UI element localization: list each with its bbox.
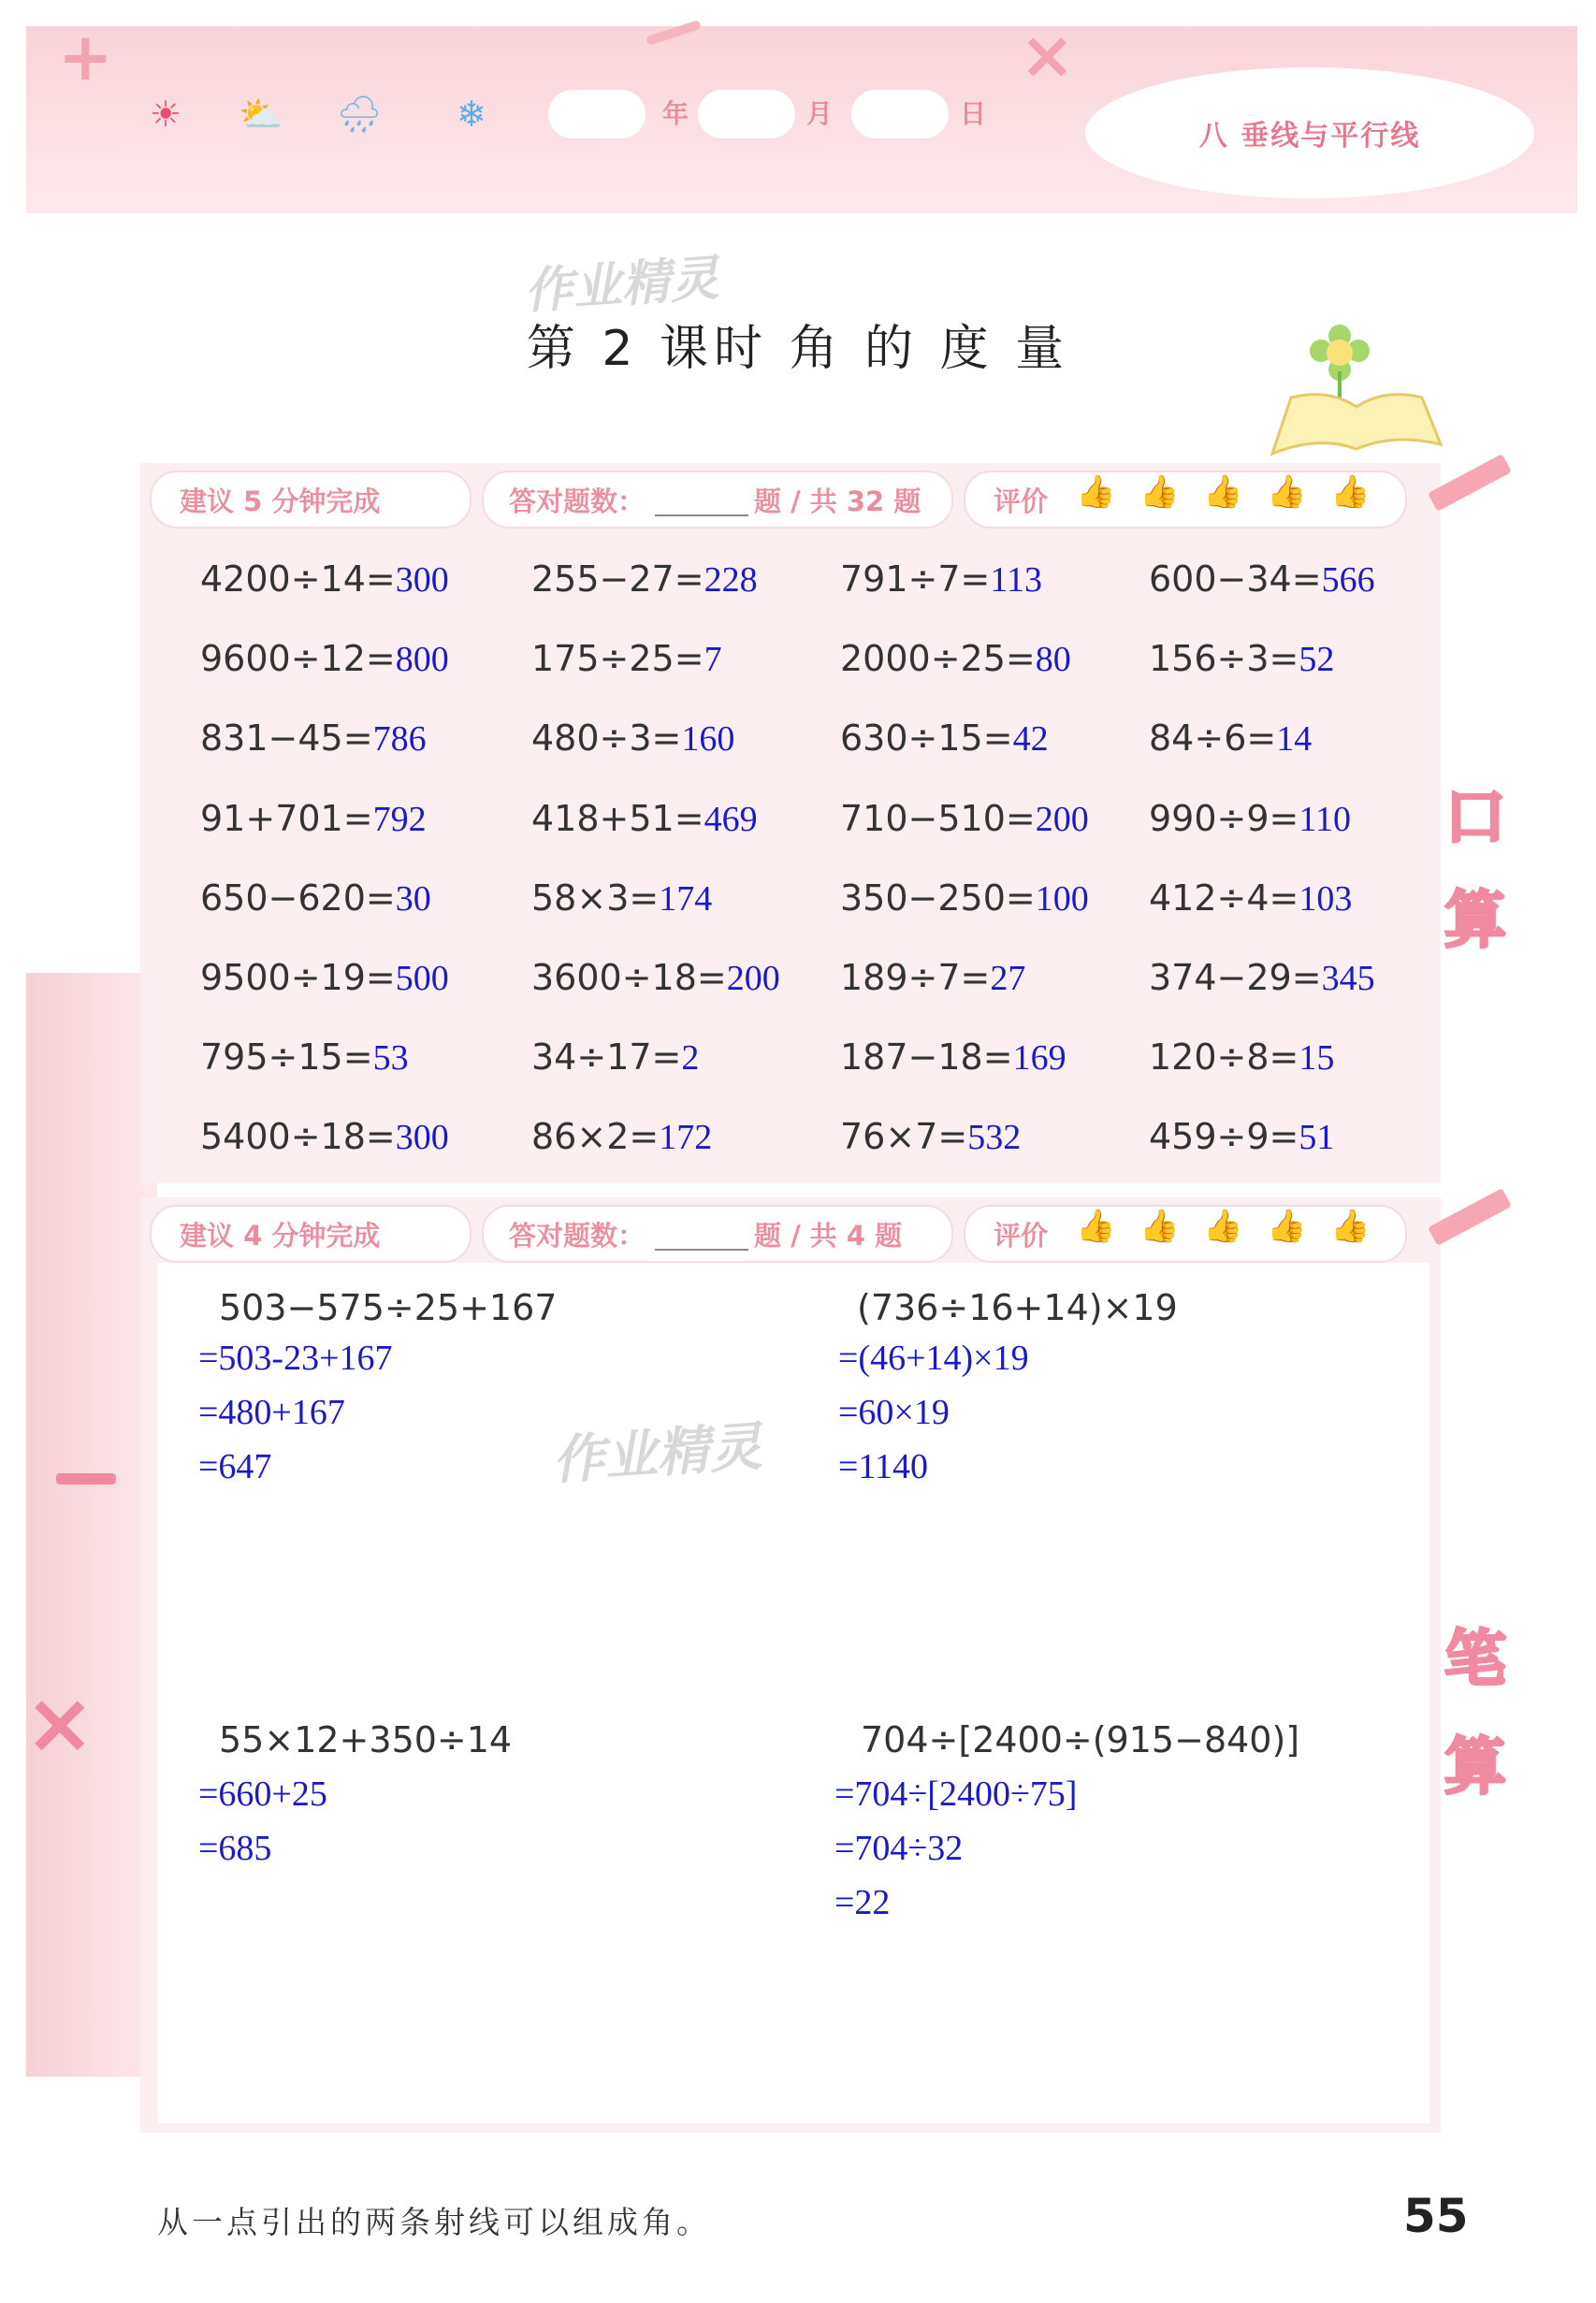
- oral-problem: [531, 638, 722, 680]
- oral-answer[interactable]: 500: [395, 959, 449, 998]
- written-step: =647: [198, 1447, 272, 1486]
- side-band: [26, 973, 157, 2077]
- sun-icon[interactable]: ☀: [149, 94, 182, 135]
- score-blank[interactable]: [655, 1224, 748, 1251]
- oral-question: 791÷7=: [840, 558, 991, 600]
- suggest-text: 建议 4 分钟完成: [180, 1220, 381, 1252]
- day-field[interactable]: [851, 90, 949, 138]
- written-step: =60×19: [838, 1393, 950, 1432]
- score-blank[interactable]: [655, 490, 748, 516]
- book-flower-icon: [1263, 313, 1450, 463]
- oral-answer[interactable]: 160: [681, 719, 735, 760]
- oral-problem: [840, 1036, 1066, 1079]
- oral-question: 459÷9=: [1149, 1116, 1299, 1158]
- plus-decoration-icon: +: [58, 19, 113, 95]
- month-label: 月: [806, 98, 834, 129]
- minus-decoration-icon: [56, 1473, 116, 1485]
- suggest-text: 建议 5 分钟完成: [180, 485, 381, 517]
- thumbs-up-icon[interactable]: 👍: [1139, 1208, 1180, 1245]
- written-workspace: [157, 1263, 1429, 2123]
- oral-answer[interactable]: 786: [372, 719, 427, 760]
- oral-answer[interactable]: 174: [659, 878, 713, 919]
- oral-question: 374−29=: [1149, 957, 1322, 998]
- oral-problem: [1149, 717, 1312, 760]
- thumbs-up-icon[interactable]: 👍: [1330, 473, 1371, 511]
- oral-question: 189÷7=: [840, 957, 991, 998]
- oral-answer[interactable]: 103: [1299, 878, 1353, 919]
- oral-problem: [840, 558, 1042, 601]
- oral-answer[interactable]: 113: [990, 560, 1042, 600]
- oral-question: 91+701=: [200, 797, 373, 839]
- rain-icon[interactable]: 🌧: [337, 94, 383, 135]
- oral-question: 3600÷18=: [531, 957, 727, 998]
- thumbs-up-icon[interactable]: 👍: [1330, 1208, 1371, 1245]
- oral-question: 86×2=: [531, 1116, 660, 1158]
- oral-answer[interactable]: 566: [1321, 560, 1375, 600]
- oral-answer[interactable]: 52: [1299, 640, 1335, 680]
- oral-question: 34÷17=: [531, 1036, 682, 1079]
- score-total: 题 / 共 4 题: [754, 1220, 903, 1252]
- oral-answer[interactable]: 30: [395, 878, 431, 919]
- oral-problem: [840, 798, 1089, 840]
- oral-problem: [531, 558, 758, 601]
- times-decoration-icon: ×: [24, 1674, 95, 1773]
- oral-question: 350−250=: [840, 876, 1036, 919]
- oral-answer[interactable]: 228: [704, 560, 758, 600]
- oral-problem: [1149, 798, 1351, 840]
- oral-problem: [531, 1036, 699, 1079]
- oral-question: 990÷9=: [1149, 797, 1299, 839]
- oral-question: 76×7=: [840, 1116, 968, 1158]
- oral-problem: [531, 717, 734, 760]
- oral-answer[interactable]: 300: [395, 1118, 449, 1158]
- oral-problem: [200, 957, 449, 999]
- oral-question: 412÷4=: [1149, 876, 1299, 919]
- oral-answer[interactable]: 800: [395, 640, 449, 680]
- score-total: 题 / 共 32 题: [754, 485, 921, 517]
- side-char-bi: 笔: [1444, 1623, 1506, 1695]
- watermark: 作业精灵: [550, 1415, 764, 1492]
- oral-problem: [200, 558, 449, 601]
- oral-question: 84÷6=: [1149, 717, 1277, 760]
- oral-problem: [840, 877, 1089, 920]
- score-label: 答对题数：: [509, 1220, 646, 1252]
- oral-problem: [200, 1116, 449, 1158]
- written-expression: 704÷[2400÷(915−840)]: [861, 1719, 1300, 1760]
- thumbs-up-icon[interactable]: 👍: [1139, 473, 1180, 511]
- oral-problem: [1149, 957, 1375, 999]
- oral-question: 9500÷19=: [200, 957, 396, 998]
- oral-problem: [531, 798, 758, 840]
- chapter-title: 八 垂线与平行线: [1198, 120, 1421, 152]
- written-step: =503-23+167: [198, 1339, 393, 1378]
- oral-question: 187−18=: [840, 1036, 1013, 1079]
- footer-note: 从一点引出的两条射线可以组成角。: [157, 2204, 711, 2240]
- thumbs-up-icon[interactable]: 👍: [1076, 473, 1116, 511]
- snow-icon[interactable]: ❄: [457, 94, 486, 135]
- oral-answer[interactable]: 53: [372, 1038, 409, 1079]
- oral-problem: [840, 1116, 1021, 1158]
- oral-question: 831−45=: [200, 717, 373, 760]
- thumbs-up-icon[interactable]: 👍: [1267, 1208, 1307, 1245]
- rating-label: 评价: [994, 485, 1049, 517]
- page-number: 55: [1403, 2189, 1469, 2243]
- written-expression: (736÷16+14)×19: [857, 1287, 1178, 1328]
- oral-problem: [531, 957, 780, 999]
- oral-answer[interactable]: 172: [659, 1118, 713, 1158]
- oral-problem: [1149, 877, 1352, 920]
- side-char-suan: 算: [1444, 1731, 1506, 1803]
- oral-answer[interactable]: 100: [1035, 878, 1089, 919]
- oral-answer[interactable]: 469: [704, 799, 758, 839]
- oral-answer[interactable]: 532: [967, 1118, 1022, 1158]
- oral-answer[interactable]: 345: [1321, 959, 1375, 998]
- oral-answer[interactable]: 110: [1299, 799, 1351, 839]
- oral-answer[interactable]: 792: [372, 799, 427, 839]
- oral-problem: [1149, 1036, 1334, 1079]
- written-step: =1140: [838, 1447, 929, 1486]
- month-field[interactable]: [698, 90, 795, 138]
- oral-question: 58×3=: [531, 876, 660, 919]
- oral-question: 9600÷12=: [200, 638, 396, 680]
- oral-question: 156÷3=: [1149, 638, 1299, 680]
- written-step: =660+25: [198, 1774, 327, 1814]
- oral-answer[interactable]: 15: [1299, 1038, 1335, 1079]
- oral-problem: [531, 877, 712, 920]
- thumbs-up-icon[interactable]: 👍: [1267, 473, 1307, 511]
- score-label: 答对题数：: [509, 485, 646, 517]
- oral-question: 2000÷25=: [840, 638, 1036, 680]
- side-char-kou: 口: [1444, 781, 1506, 853]
- written-step: =(46+14)×19: [838, 1339, 1029, 1378]
- page-title: 第 2 课时 角 的 度 量: [526, 321, 1070, 377]
- oral-question: 4200÷14=: [200, 558, 396, 600]
- year-label: 年: [662, 98, 689, 129]
- oral-question: 480÷3=: [531, 717, 682, 760]
- oral-answer[interactable]: 7: [704, 640, 722, 680]
- oral-answer[interactable]: 80: [1035, 640, 1071, 680]
- oral-answer[interactable]: 27: [990, 959, 1026, 998]
- oral-question: 175÷25=: [531, 638, 704, 680]
- rating-label: 评价: [994, 1220, 1049, 1252]
- written-step: =480+167: [198, 1393, 345, 1432]
- oral-answer[interactable]: 14: [1276, 719, 1313, 760]
- written-expression: 503−575÷25+167: [219, 1287, 558, 1328]
- oral-problem: [1149, 638, 1334, 680]
- thumbs-up-icon[interactable]: 👍: [1076, 1208, 1116, 1245]
- oral-question: 630÷15=: [840, 717, 1013, 760]
- year-field[interactable]: [548, 90, 646, 138]
- oral-answer[interactable]: 2: [681, 1038, 700, 1079]
- watermark: 作业精灵: [522, 249, 721, 321]
- oral-question: 650−620=: [200, 876, 396, 919]
- oral-answer[interactable]: 169: [1012, 1038, 1066, 1079]
- oral-problem: [200, 638, 449, 680]
- thumbs-up-icon[interactable]: 👍: [1203, 1208, 1243, 1245]
- oral-problem: [840, 638, 1071, 680]
- oral-problem: [840, 717, 1049, 760]
- oral-answer[interactable]: 42: [1012, 719, 1049, 760]
- oral-problem: [1149, 1116, 1334, 1158]
- written-step: =704÷32: [834, 1829, 964, 1868]
- written-expression: 55×12+350÷14: [219, 1719, 513, 1760]
- written-step: =22: [834, 1883, 891, 1922]
- oral-problem: [840, 957, 1025, 999]
- oral-question: 255−27=: [531, 558, 704, 600]
- oral-answer[interactable]: 51: [1299, 1118, 1335, 1158]
- oral-question: 600−34=: [1149, 558, 1322, 600]
- oral-problem: [200, 1036, 409, 1079]
- written-step: =685: [198, 1829, 272, 1868]
- oral-question: 5400÷18=: [200, 1116, 396, 1158]
- oral-problem: [531, 1116, 712, 1158]
- oral-problem: [200, 717, 427, 760]
- written-step: =704÷[2400÷75]: [834, 1774, 1078, 1814]
- oral-answer[interactable]: 200: [726, 959, 780, 998]
- oral-question: 120÷8=: [1149, 1036, 1299, 1079]
- oral-answer[interactable]: 300: [395, 560, 449, 600]
- partly-cloudy-icon[interactable]: ⛅: [239, 94, 283, 135]
- oral-problem: [1149, 558, 1375, 601]
- thumbs-up-icon[interactable]: 👍: [1203, 473, 1243, 511]
- side-char-suan: 算: [1444, 884, 1506, 956]
- times-decoration-icon: ×: [1020, 17, 1075, 94]
- oral-problem: [200, 798, 427, 840]
- oral-question: 710−510=: [840, 797, 1036, 839]
- oral-problem: [200, 877, 431, 920]
- day-label: 日: [960, 98, 987, 129]
- oral-answer[interactable]: 200: [1035, 799, 1089, 839]
- oral-question: 418+51=: [531, 797, 704, 839]
- oral-question: 795÷15=: [200, 1036, 373, 1079]
